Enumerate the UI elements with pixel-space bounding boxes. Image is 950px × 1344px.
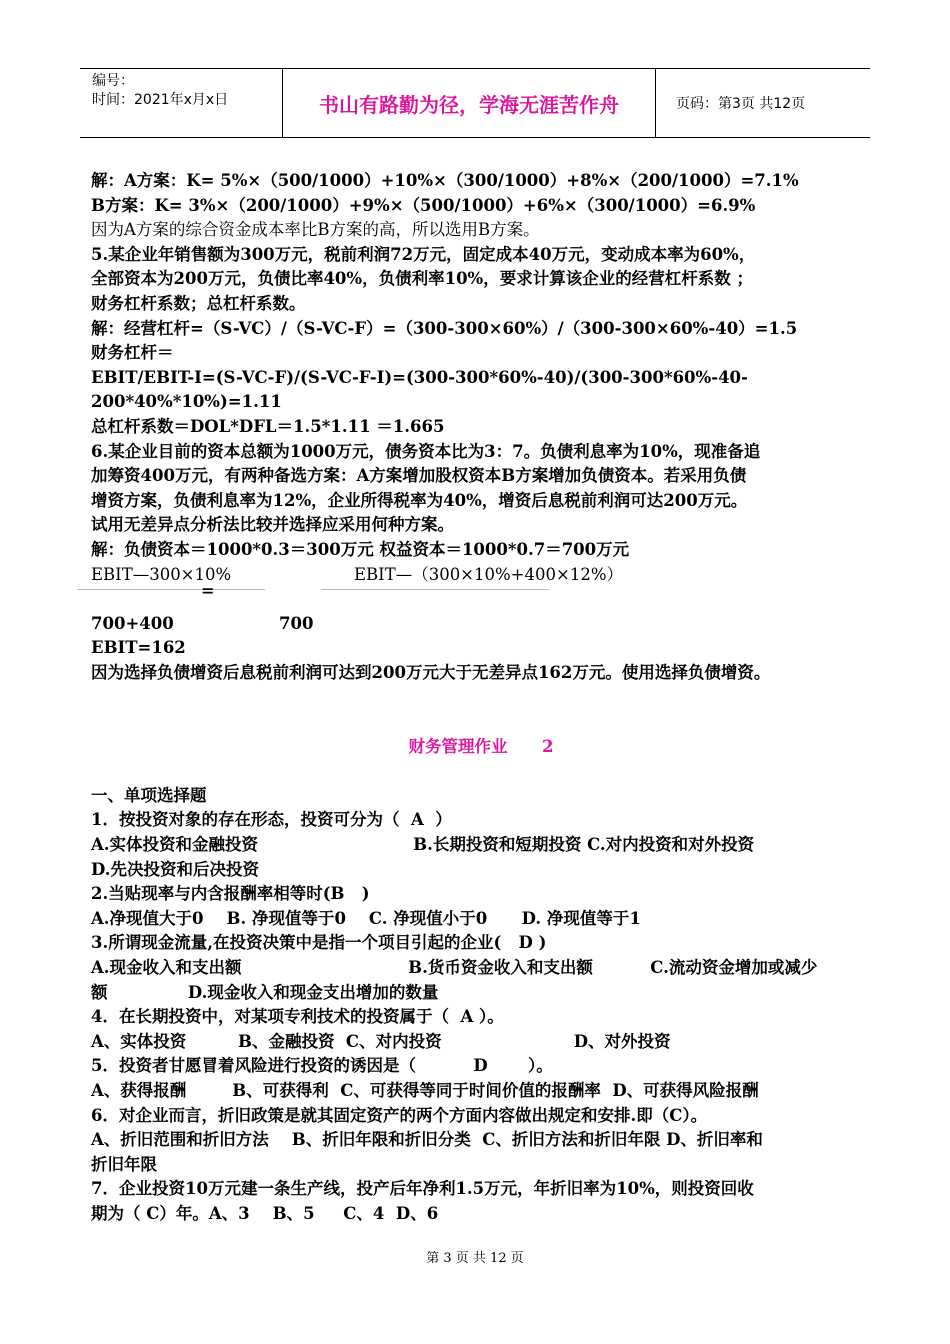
question-line: 5．投资者甘愿冒着风险进行投资的诱因是（ D ）。	[91, 1056, 553, 1076]
text-line: 增资方案，负债利息率为12%，企业所得税率为40%，增资后息税前利润可达200万元。	[91, 490, 748, 510]
document-body	[91, 169, 871, 1227]
time-label: 时间：2021年x月x日	[92, 92, 229, 108]
spacer	[91, 759, 871, 784]
left-numerator: EBIT—300×10%	[91, 564, 232, 584]
text-line: 解：A方案：K= 5%×（500/1000）+10%×（300/1000）+8%×（200/1000）=7.1%	[91, 171, 799, 190]
question-line: D.先决投资和后决投资	[91, 859, 259, 879]
page-header	[80, 68, 870, 138]
text-line: 财务杠杆＝	[91, 343, 174, 363]
question-list	[91, 808, 871, 1226]
left-fraction-bar	[77, 589, 265, 590]
question-line: A.净现值大于0 B. 净现值等于0 C. 净现值小于0 D. 净现值等于1	[91, 908, 641, 928]
formula-denominators	[91, 612, 871, 637]
text-line: 5.某企业年销售额为300万元，税前利润72万元，固定成本40万元，变动成本率为60%，	[91, 244, 756, 264]
question-line: 1．按投资对象的存在形态，投资可分为（ A ）	[91, 810, 452, 830]
number-label: 编号：	[92, 73, 134, 89]
question-line: A.实体投资和金融投资 B.长期投资和短期投资 C.对内投资和对外投资	[91, 835, 755, 855]
text-line: 试用无差异点分析法比较并选择应采用何种方案。	[91, 515, 454, 535]
question-line: A、实体投资 B、金融投资 C、对内投资 D、对外投资	[91, 1031, 671, 1051]
question-line: A、获得报酬 B、可获得利 C、可获得等同于时间价值的报酬率 D、可获得风险报酬	[91, 1080, 759, 1100]
text-line: 全部资本为200万元，负债比率40%，负债利率10%，要求计算该企业的经营杠杆系数 ；	[91, 269, 753, 289]
header-page-info	[666, 69, 870, 137]
right-denominator: 700	[279, 613, 314, 633]
question-line: 2.当贴现率与内含报酬率相等时(B )	[91, 884, 370, 904]
header-meta	[80, 69, 280, 137]
formula-conclusion: 因为选择负债增资后息税前利润可达到200万元大于无差异点162万元。使用选择负债增资。	[91, 662, 771, 682]
spacer	[91, 685, 871, 710]
question-line: 4．在长期投资中，对某项专利技术的投资属于（ A ）。	[91, 1007, 504, 1027]
section-heading: 一、单项选择题	[91, 785, 207, 805]
question-line: 3.所谓现金流量,在投资决策中是指一个项目引起的企业( D )	[91, 933, 547, 953]
spacer	[91, 710, 871, 735]
text-line: 财务杠杆系数；总杠杆系数。	[91, 293, 306, 313]
question-line: 7．企业投资10万元建一条生产线，投产后年净利1.5万元，年折旧率为10%，则投资回收	[91, 1179, 754, 1199]
text-line: 解：经营杠杆=（S-VC）/（S-VC-F）=（300-300×60%）/（300-300×60%-40）=1.5	[91, 318, 798, 338]
text-line: 因为A方案的综合资金成本率比B方案的高，所以选用B方案。	[91, 220, 540, 240]
page-info-text: 页码：第3页 共12页	[676, 96, 806, 112]
text-line: 200*40%*10%)=1.11	[91, 392, 282, 412]
question-line: A.现金收入和支出额 B.货币资金收入和支出额 C.流动资金增加或减少	[91, 958, 818, 977]
text-line: EBIT/EBIT-I=(S-VC-F)/(S-VC-F-I)=(300-300*60%-40)/(300-300*60%-40-	[91, 367, 748, 387]
header-motto: 书山有路勤为径，学海无涯苦作舟	[282, 69, 656, 137]
left-denominator: 700+400	[91, 613, 174, 633]
solution-section	[91, 169, 871, 563]
question-line: 6．对企业而言，折旧政策是就其固定资产的两个方面内容做出规定和安排.即（C）。	[91, 1105, 708, 1125]
text-line: 6.某企业目前的资本总额为1000万元，债务资本比为3：7。负债利息率为10%，现准备追	[91, 441, 761, 461]
fraction-bars	[91, 581, 871, 612]
question-line: 额 D.现金收入和现金支出增加的数量	[91, 982, 439, 1002]
homework-title: 财务管理作业 2	[408, 736, 554, 756]
question-line: A、折旧范围和折旧方法 B、折旧年限和折旧分类 C、折旧方法和折旧年限 D、折旧率和	[91, 1130, 763, 1150]
text-line: 解：负债资本＝1000*0.3＝300万元 权益资本＝1000*0.7＝700万元	[91, 539, 630, 559]
question-line: 折旧年限	[91, 1154, 157, 1174]
text-line: B方案：K= 3%×（200/1000）+9%×（500/1000）+6%×（300/1000）=6.9%	[91, 195, 756, 215]
formula-result: EBIT=162	[91, 638, 186, 658]
equals-sign: =	[201, 581, 215, 601]
question-line: 期为（ C）年。A、3 B、5 C、4 D、6	[91, 1203, 439, 1223]
text-line: 加筹资400万元，有两种备选方案：A方案增加股权资本B方案增加负债资本。若采用负债	[91, 466, 747, 486]
indifference-formula	[91, 563, 871, 686]
text-line: 总杠杆系数＝DOL*DFL＝1.5*1.11 ＝1.665	[91, 416, 445, 436]
right-fraction-bar	[321, 589, 549, 590]
right-numerator: EBIT—（300×10%+400×12%）	[354, 564, 624, 584]
page-footer: 第 3 页 共 12 页	[426, 1251, 524, 1266]
